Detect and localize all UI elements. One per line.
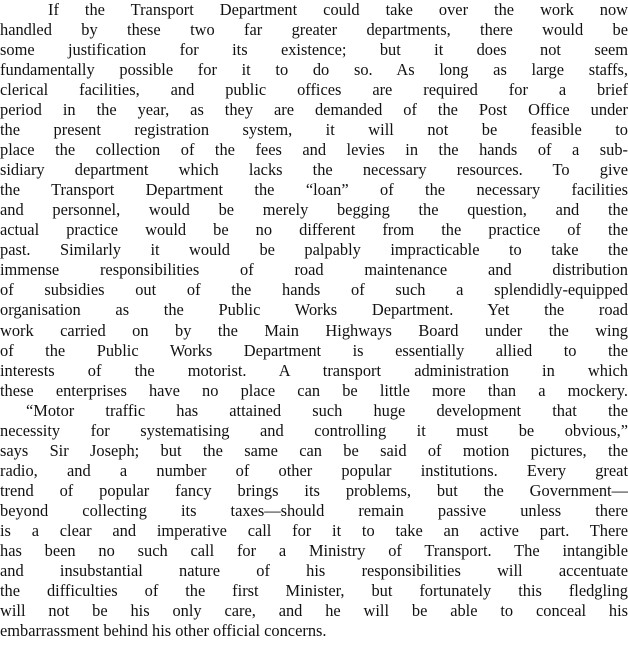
text-line: embarrassment behind his other official concerns. [0, 620, 327, 640]
text-line: will not be his only care, and he will be able to conceal his [0, 600, 628, 620]
text-line: the difficulties of the first Minister, but fortunately this fledgling [0, 580, 628, 600]
text-line: place the collection of the fees and levies in the hands of a sub- [0, 140, 628, 160]
text-line: and personnel, would be merely begging the question, and the [0, 200, 628, 220]
text-line: immense responsibilities of road maintenance and distribution [0, 260, 628, 280]
text-line: necessity for systematising and controlling it must be obvious,” [0, 420, 628, 440]
text-line: beyond collecting its taxes—should remain passive unless there [0, 500, 628, 520]
text-line: trend of popular fancy brings its problems, but the Government— [0, 480, 628, 500]
text-line: interests of the motorist. A transport administration in which [0, 360, 628, 380]
text-line: work carried on by the Main Highways Board under the wing [0, 320, 628, 340]
text-line: has been no such call for a Ministry of Transport. The intangible [0, 540, 628, 560]
text-line: is a clear and imperative call for it to take an active part. There [0, 520, 628, 540]
text-line: past. Similarly it would be palpably impracticable to take the [0, 240, 628, 260]
text-line: If the Transport Department could take over the work now [48, 0, 628, 19]
text-line: the present registration system, it will not be feasible to [0, 120, 628, 140]
text-line: handled by these two far greater departments, there would be [0, 20, 628, 40]
text-line: the Transport Department the “loan” of the necessary facilities [0, 180, 628, 200]
text-line: organisation as the Public Works Department. Yet the road [0, 300, 628, 320]
text-line: says Sir Joseph; but the same can be said of motion pictures, the [0, 440, 628, 460]
text-line: and insubstantial nature of his responsibilities will accentuate [0, 560, 628, 580]
text-line: actual practice would be no different from the practice of the [0, 220, 628, 240]
text-line: of subsidies out of the hands of such a splendidly-equipped [0, 280, 628, 300]
text-line: period in the year, as they are demanded of the Post Office under [0, 100, 628, 120]
text-line: “Motor traffic has attained such huge development that the [26, 400, 628, 420]
text-line: these enterprises have no place can be little more than a mockery. [0, 380, 628, 400]
text-line: sidiary department which lacks the necessary resources. To give [0, 160, 628, 180]
text-line: some justification for its existence; but it does not seem [0, 40, 628, 60]
text-line: fundamentally possible for it to do so. As long as large staffs, [0, 60, 628, 80]
text-line: radio, and a number of other popular institutions. Every great [0, 460, 628, 480]
text-line: of the Public Works Department is essentially allied to the [0, 340, 628, 360]
text-line: clerical facilities, and public offices are required for a brief [0, 80, 628, 100]
